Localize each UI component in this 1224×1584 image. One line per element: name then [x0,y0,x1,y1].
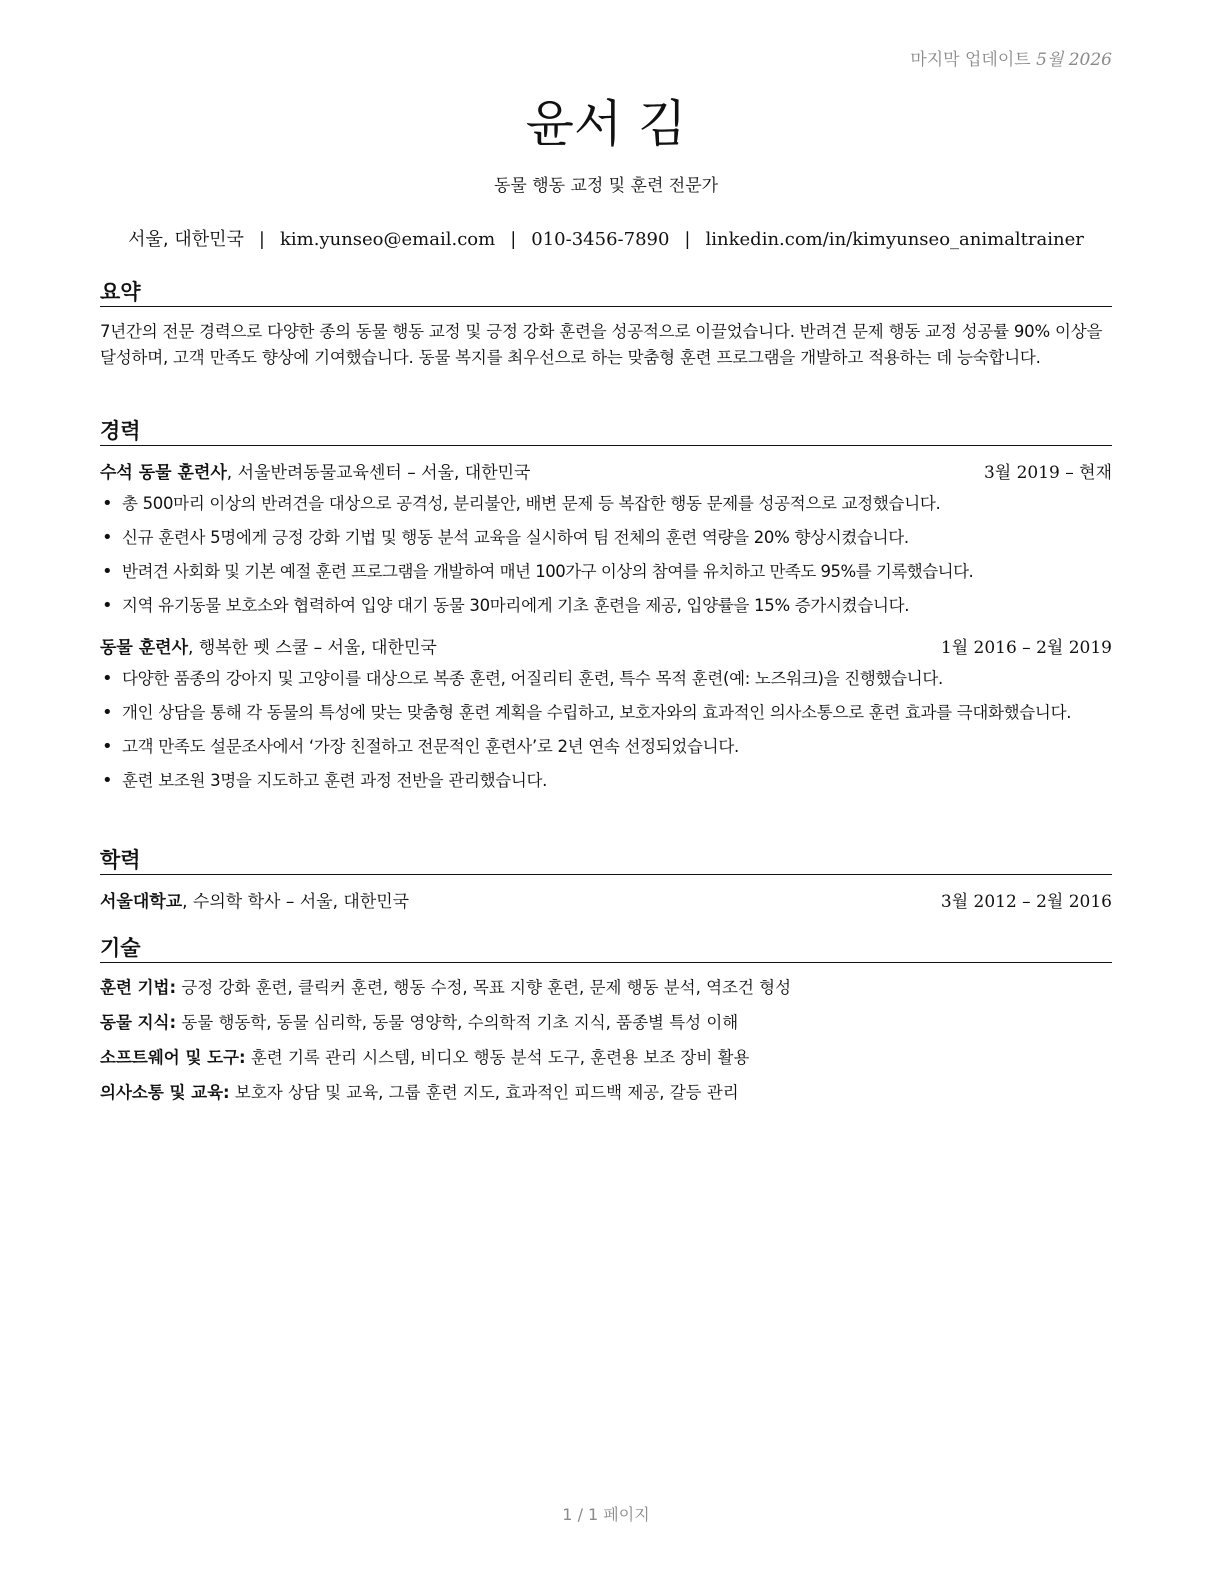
page-number: 1 / 1 페이지 [562,1505,650,1524]
last-updated-year: 2026 [1068,50,1112,70]
skill-value: 동물 행동학, 동물 심리학, 동물 영양학, 수의학적 기초 지식, 품종별 특성 이해 [176,1013,739,1032]
candidate-title: 동물 행동 교정 및 훈련 전문가 [493,176,719,196]
job-org: , 서울반려동물교육센터 – 서울, 대한민국 [226,463,531,483]
job-bullets [100,491,1112,618]
job-header [100,636,1112,660]
job-org: , 행복한 펫 스쿨 – 서울, 대한민국 [188,638,437,658]
skills-section [100,934,1112,1115]
contact-line [100,225,1112,251]
section-title-summary: 요약 [100,278,1112,307]
skill-value: 보호자 상담 및 교육, 그룹 훈련 지도, 효과적인 피드백 제공, 갈등 관리 [229,1083,739,1102]
candidate-name: 윤서 김 [525,95,687,153]
education-school: 서울대학교 [100,892,183,912]
skill-value: 긍정 강화 훈련, 클릭커 훈련, 행동 수정, 목표 지향 훈련, 문제 행동 분석, 역조건 형성 [176,978,792,997]
job-entry [100,636,1112,793]
skill-label: 훈련 기법: [100,978,177,997]
education-detail: , 수의학 학사 – 서울, 대한민국 [182,892,410,912]
job-bullet: • 다양한 품종의 강아지 및 고양이를 대상으로 복종 훈련, 어질리티 훈련, 특수 목적 훈련(예: 노즈워크)을 진행했습니다. [100,666,1112,691]
summary-text: 7년간의 전문 경력으로 다양한 종의 동물 행동 교정 및 긍정 강화 훈련을 성공적으로 이끌었습니다. 반려견 문제 행동 교정 성공률 90% 이상을 달성하며, 고객 만족도 향상에 기여했습니다. 동물 복지를 최우선으로 하는 맞춤형 훈련 프로그램을 개발하고 적용하는 데 능숙합니다. [100,322,1103,367]
job-bullet: • 고객 만족도 설문조사에서 ‘가장 친절하고 전문적인 훈련사’로 2년 연속 선정되었습니다. [100,734,1112,759]
resume-page [100,0,1112,1584]
job-bullets [100,666,1112,793]
contact-phone: 010-3456-7890 [531,229,670,250]
education-section [100,846,1112,914]
contact-separator: | [684,229,691,250]
job-bullet: • 총 500마리 이상의 반려견을 대상으로 공격성, 분리불안, 배변 문제 등 복잡한 행동 문제를 성공적으로 교정했습니다. [100,491,1112,516]
skill-row [100,975,1112,1000]
skill-row [100,1010,1112,1035]
job-date: 3월 2019 – 현재 [983,463,1112,483]
job-role: 수석 동물 훈련사 [100,463,227,483]
last-updated [910,45,1112,70]
job-bullet: • 훈련 보조원 3명을 지도하고 훈련 과정 전반을 관리했습니다. [100,768,1112,793]
contact-separator: | [258,229,265,250]
job-role: 동물 훈련사 [100,638,189,658]
last-updated-month: 5월 [1036,50,1064,70]
job-bullet: • 지역 유기동물 보호소와 협력하여 입양 대기 동물 30마리에게 기초 훈련을 제공, 입양률을 15% 증가시켰습니다. [100,593,1112,618]
contact-linkedin[interactable]: linkedin.com/in/kimyunseo_animaltrainer [705,229,1084,250]
job-bullet: • 신규 훈련사 5명에게 긍정 강화 기법 및 행동 분석 교육을 실시하여 팀 전체의 훈련 역량을 20% 향상시켰습니다. [100,525,1112,550]
section-title-education: 학력 [100,846,1112,875]
job-header [100,461,1112,485]
job-date: 1월 2016 – 2월 2019 [940,638,1112,658]
contact-location: 서울, 대한민국 [128,229,244,250]
section-title-experience: 경력 [100,417,1112,446]
skill-label: 동물 지식: [100,1013,177,1032]
skill-label: 의사소통 및 교육: [100,1083,230,1102]
last-updated-label: 마지막 업데이트 [910,50,1031,70]
job-entry [100,461,1112,618]
contact-separator: | [510,229,517,250]
experience-section [100,417,1112,802]
contact-email[interactable]: kim.yunseo@email.com [279,229,496,250]
skill-row [100,1080,1112,1105]
education-entry [100,890,1112,914]
skill-row [100,1045,1112,1070]
skill-label: 소프트웨어 및 도구: [100,1048,246,1067]
summary-section [100,278,1112,371]
job-bullet: • 반려견 사회화 및 기본 예절 훈련 프로그램을 개발하여 매년 100가구 이상의 참여를 유치하고 만족도 95%를 기록했습니다. [100,559,1112,584]
section-title-skills: 기술 [100,934,1112,963]
skill-value: 훈련 기록 관리 시스템, 비디오 행동 분석 도구, 훈련용 보조 장비 활용 [245,1048,750,1067]
education-date: 3월 2012 – 2월 2016 [940,892,1112,912]
job-bullet: • 개인 상담을 통해 각 동물의 특성에 맞는 맞춤형 훈련 계획을 수립하고, 보호자와의 효과적인 의사소통으로 훈련 효과를 극대화했습니다. [100,700,1112,725]
